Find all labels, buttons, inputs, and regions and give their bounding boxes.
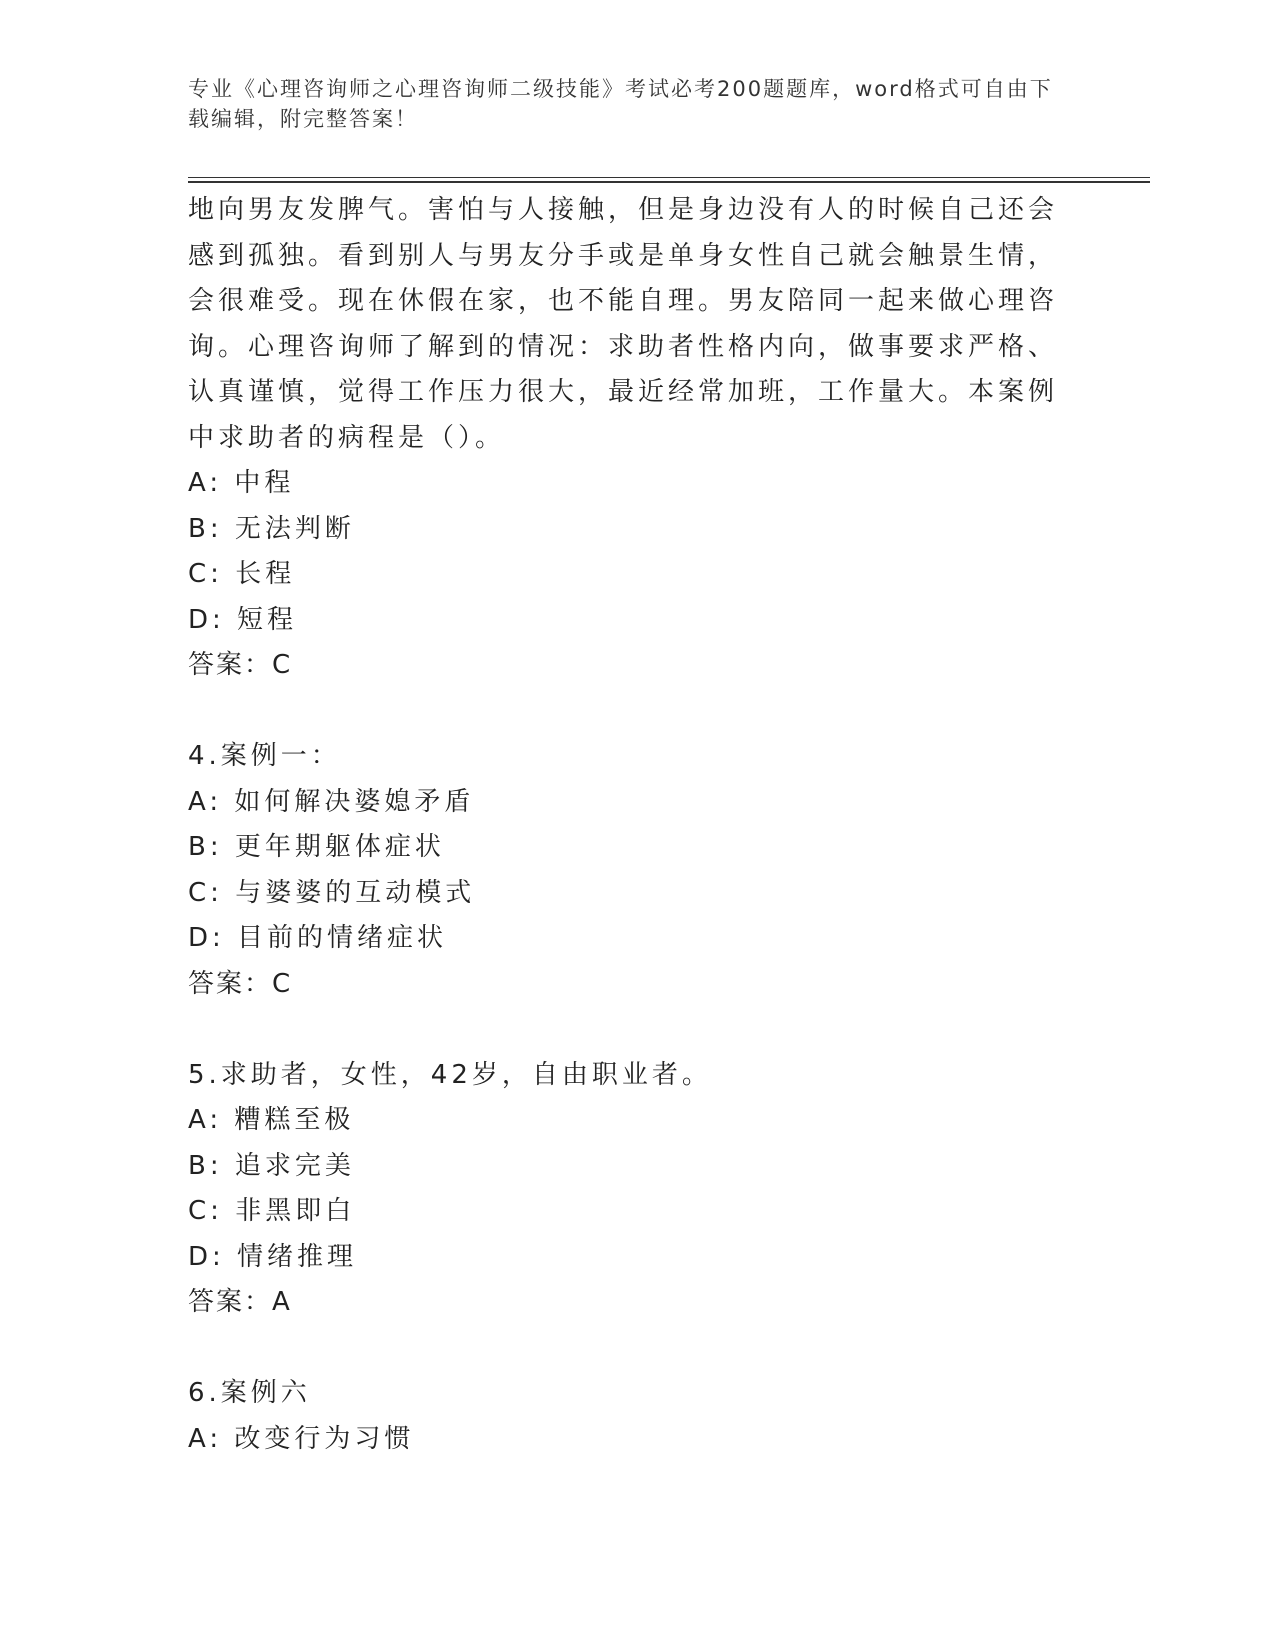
- option-label: A:: [188, 1105, 223, 1135]
- option-text: 追求完美: [234, 1150, 355, 1181]
- spacer: [188, 1007, 1068, 1053]
- header-rule-thick: [188, 181, 1150, 183]
- option-text: 与婆婆的互动模式: [235, 877, 476, 908]
- option-a: [188, 1098, 1068, 1144]
- option-text: 改变行为习惯: [234, 1423, 415, 1454]
- option-label: B:: [188, 513, 223, 544]
- option-text: 非黑即白: [235, 1196, 356, 1226]
- option-text: 糟糕至极: [234, 1105, 355, 1135]
- answer-line: 答案：A: [188, 1287, 292, 1317]
- option-label: A:: [188, 468, 223, 498]
- option-label: D:: [188, 923, 225, 953]
- option-text: 中程: [234, 468, 295, 498]
- option-a: [188, 461, 1068, 507]
- option-text: 如何解决婆媳矛盾: [234, 786, 475, 817]
- option-label: B:: [188, 1150, 223, 1181]
- option-label: C:: [188, 877, 223, 908]
- option-c: [188, 871, 1068, 917]
- question-4: [188, 734, 1068, 1007]
- option-text: 无法判断: [234, 513, 355, 544]
- question-6: [188, 1371, 1068, 1462]
- option-label: C:: [188, 559, 223, 589]
- option-d: [188, 598, 1068, 644]
- option-text: 长程: [235, 559, 296, 589]
- option-text: 短程: [237, 604, 298, 635]
- question-3-continued: [188, 188, 1068, 689]
- option-b: [188, 825, 1068, 871]
- option-label: A:: [188, 1423, 223, 1454]
- question-5: [188, 1053, 1068, 1326]
- option-c: [188, 552, 1068, 598]
- option-text: 目前的情绪症状: [237, 923, 448, 953]
- option-d: [188, 1235, 1068, 1281]
- option-label: B:: [188, 832, 223, 862]
- spacer: [188, 1326, 1068, 1372]
- option-b: [188, 507, 1068, 553]
- answer-line: 答案：C: [188, 650, 293, 680]
- option-a: [188, 780, 1068, 826]
- question-list: [188, 188, 1068, 1462]
- option-label: C:: [188, 1196, 223, 1226]
- question-stem: 6.案例六: [188, 1378, 311, 1408]
- question-stem: 4.案例一：: [188, 741, 341, 771]
- option-label: A:: [188, 786, 223, 817]
- option-a: [188, 1417, 1068, 1463]
- header-rule-thin: [188, 177, 1150, 178]
- option-text: 情绪推理: [237, 1241, 358, 1272]
- page-header: 专业《心理咨询师之心理咨询师二级技能》考试必考200题题库，word格式可自由下载编辑，附完整答案！: [188, 77, 1053, 131]
- question-stem: 地向男友发脾气。害怕与人接触，但是身边没有人的时候自己还会感到孤独。看到别人与男友分手或是单身女性自己就会触景生情，会很难受。现在休假在家，也不能自理。男友陪同一起来做心理咨询。心理咨询师了解到的情况：求助者性格内向，做事要求严格、认真谨慎，觉得工作压力很大，最近经常加班，工作量大。本案例中求助者的病程是（）。: [188, 195, 1059, 453]
- option-label: D:: [188, 604, 225, 635]
- spacer: [188, 689, 1068, 735]
- option-c: [188, 1189, 1068, 1235]
- answer-line: 答案：C: [188, 968, 293, 999]
- option-text: 更年期躯体症状: [234, 832, 445, 862]
- option-label: D:: [188, 1241, 225, 1272]
- option-d: [188, 916, 1068, 962]
- question-stem: 5.求助者，女性，42岁，自由职业者。: [188, 1059, 712, 1090]
- option-b: [188, 1144, 1068, 1190]
